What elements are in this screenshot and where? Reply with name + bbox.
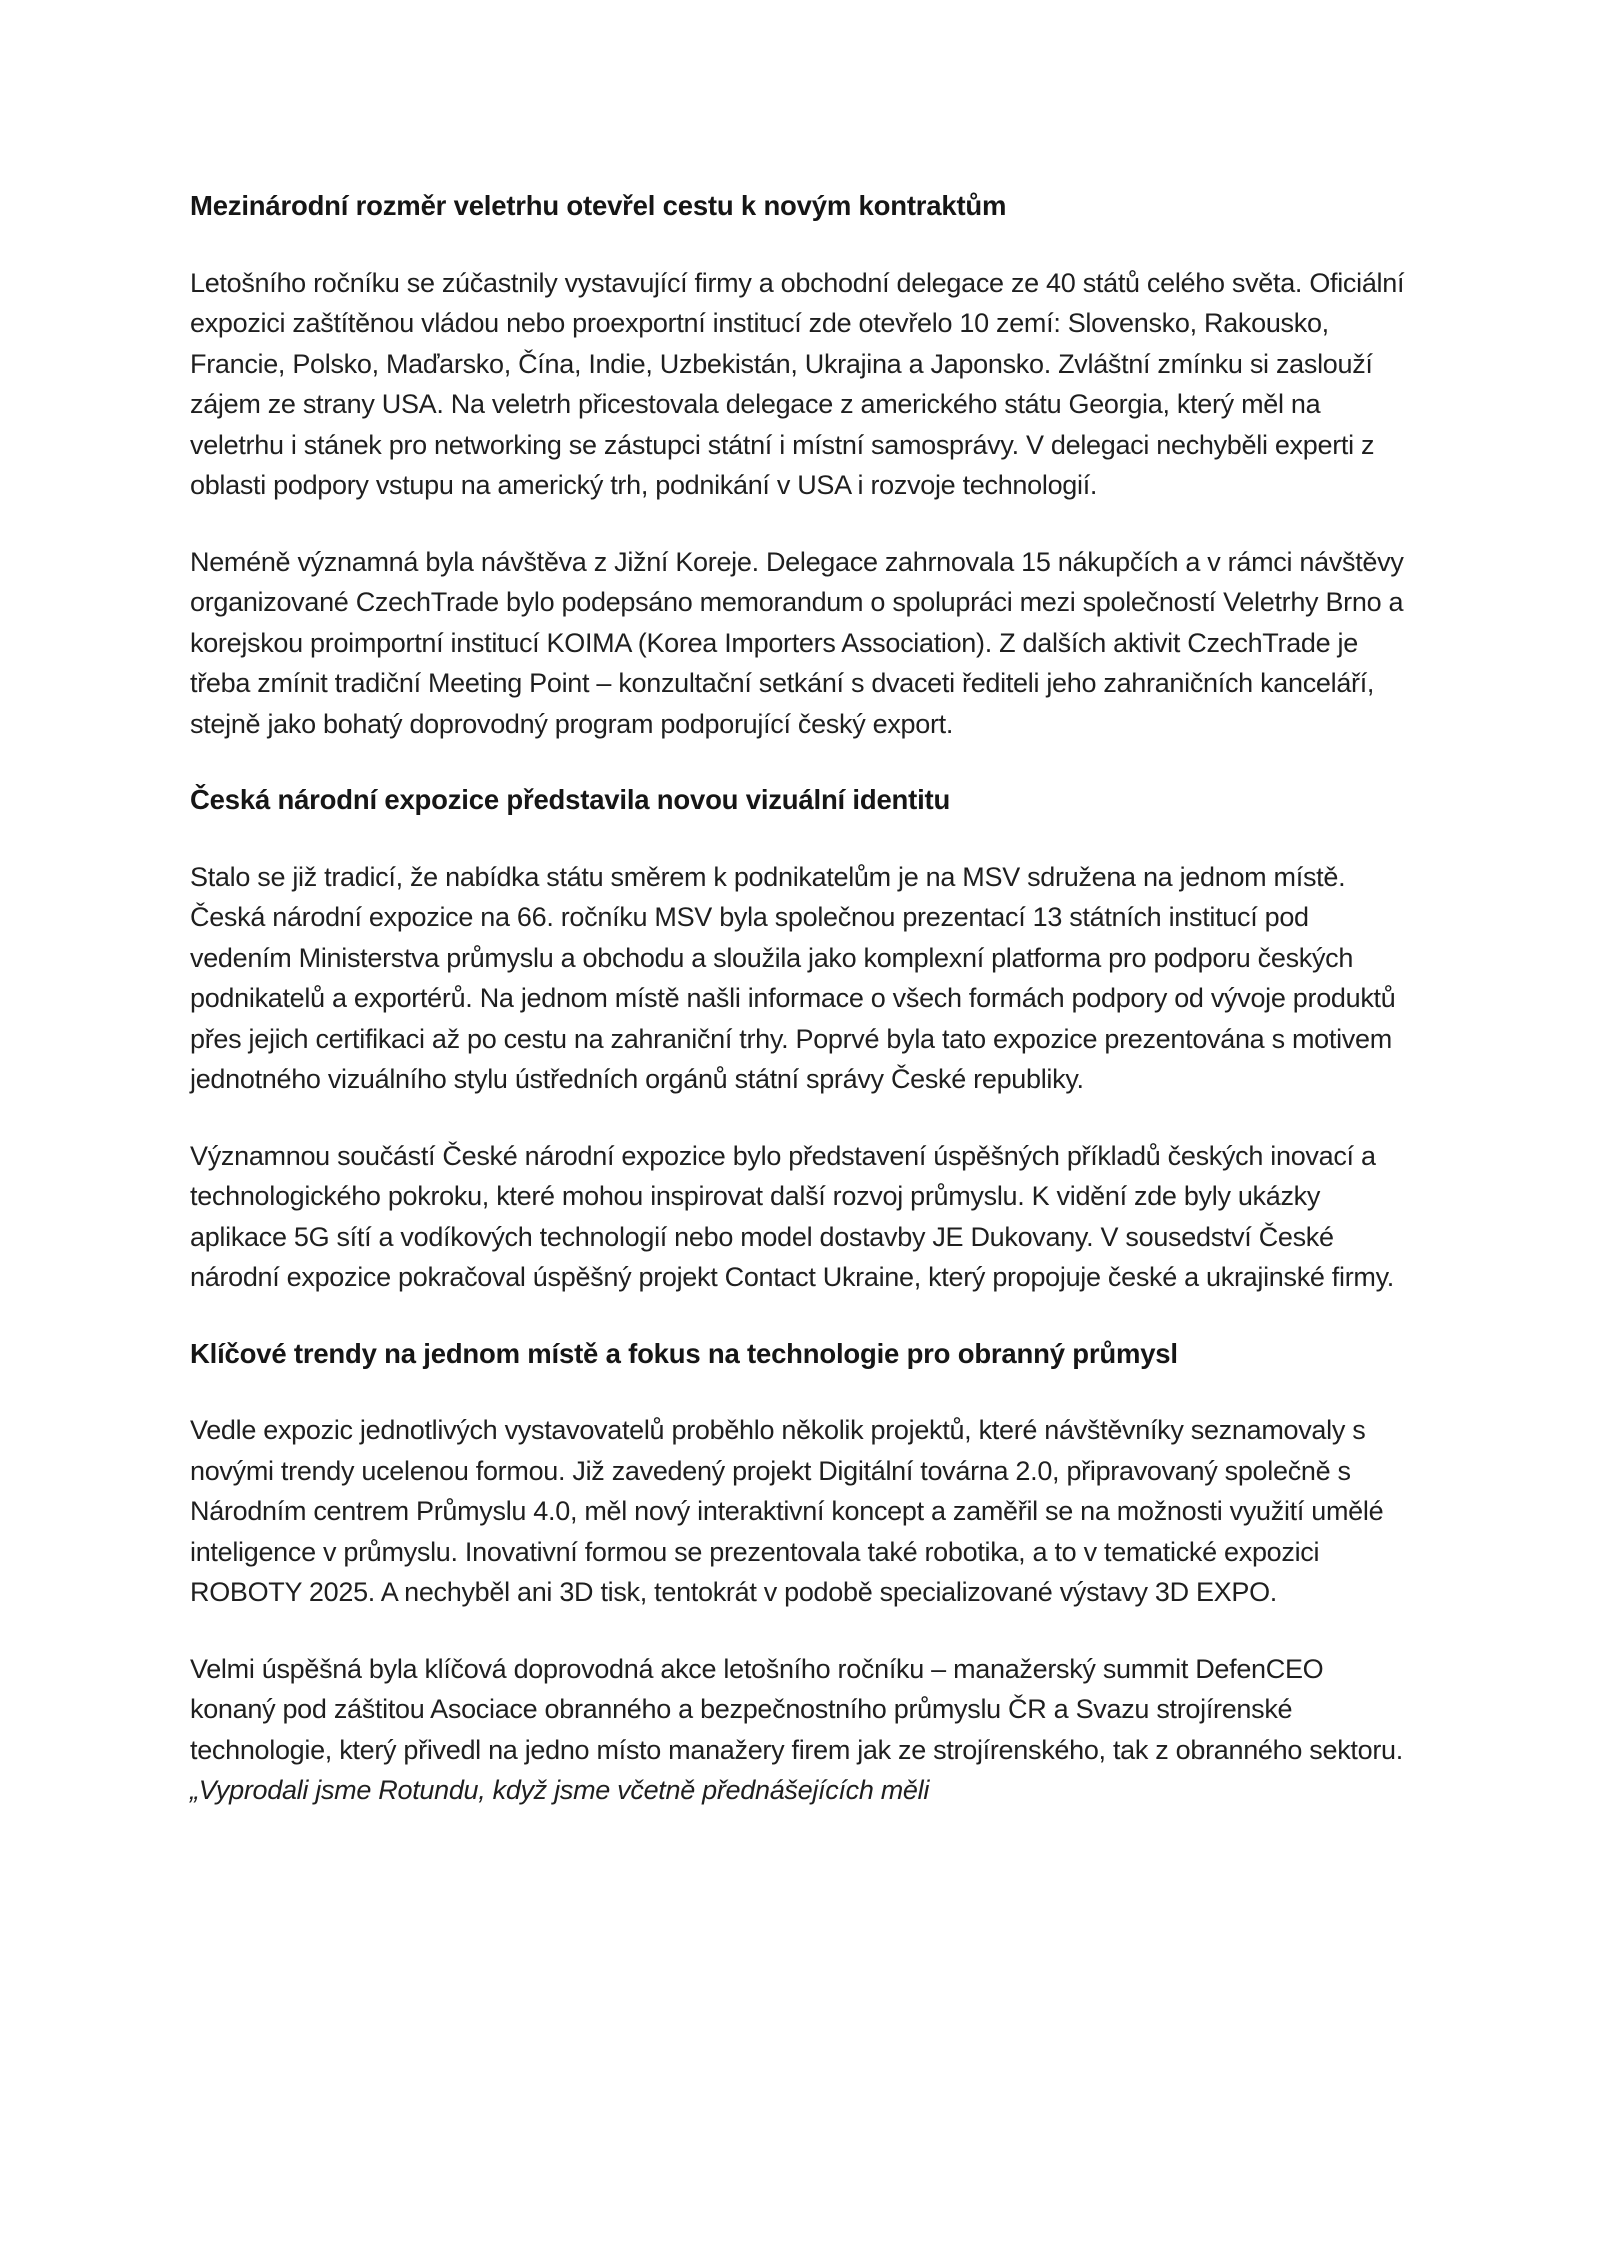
paragraph-national-expo-platform: Stalo se již tradicí, že nabídka státu směrem k podnikatelům je na MSV sdružena na jednom místě. Česká národní expozice na 66. ročníku MSV byla společnou prezentací 13 státních institucí pod vedením Ministerstva průmyslu a obchodu a sloužila jako komplexní platforma pro podporu českých podnikatelů a exportérů. Na jednom místě našli informace o všech formách podpory od vývoje produktů přes jejich certifikaci až po cestu na zahraniční trhy. Poprvé byla tato expozice prezentována s motivem jednotného vizuálního stylu ústředních orgánů státní správy České republiky.	[190, 861, 1396, 1094]
paragraph-exhibitors-delegations: Letošního ročníku se zúčastnily vystavující firmy a obchodní delegace ze 40 států celého světa. Oficiální expozici zaštítěnou vládou nebo proexportní institucí zde otevřelo 10 zemí: Slovensko, Rakousko, Francie, Polsko, Maďarsko, Čína, Indie, Uzbekistán, Ukrajina a Japonsko. Zvláštní zmínku si zaslouží zájem ze strany USA. Na veletrh přicestovala delegace z amerického státu Georgia, který měl na veletrhu i stánek pro networking se zástupci státní i místní samosprávy. V delegaci nechyběli experti z oblasti podpory vstupu na americký trh, podnikání v USA i rozvoje technologií.	[190, 267, 1405, 500]
paragraph-defenceo-quote-italic: „Vyprodali jsme Rotundu, když jsme včetně přednášejících měli	[190, 1775, 930, 1805]
heading-czech-national-expo: Česká národní expozice představila novou vizuální identitu	[190, 784, 951, 815]
paragraph-korea-czechtrade: Neméně významná byla návštěva z Jižní Koreje. Delegace zahrnovala 15 nákupčích a v rámci návštěvy organizované CzechTrade bylo podepsáno memorandum o spolupráci mezi společností Veletrhy Brno a korejskou proimportní institucí KOIMA (Korea Importers Association). Z dalších aktivit CzechTrade je třeba zmínit tradiční Meeting Point – konzultační setkání s dvaceti řediteli jeho zahraničních kanceláří, stejně jako bohatý doprovodný program podporující český export.	[190, 546, 1404, 739]
paragraph-trend-projects: Vedle expozic jednotlivých vystavovatelů proběhlo několik projektů, které návštěvníky seznamovaly s novými trendy ucelenou formou. Již zavedený projekt Digitální továrna 2.0, připravovaný společně s Národním centrem Průmyslu 4.0, měl nový interaktivní koncept a zaměřil se na možnosti využití umělé inteligence v průmyslu. Inovativní formou se prezentovala také robotika, a to v tematické expozici ROBOTY 2025. A nechyběl ani 3D tisk, tentokrát v podobě specializované výstavy 3D EXPO.	[190, 1415, 1384, 1607]
heading-international-dimension: Mezinárodní rozměr veletrhu otevřel cestu k novým kontraktům	[190, 190, 1007, 221]
heading-key-trends-defense: Klíčové trendy na jednom místě a fokus na technologie pro obranný průmysl	[190, 1337, 1178, 1369]
paragraph-innovations-contact-ukraine: Významnou součástí České národní expozice bylo představení úspěšných příkladů českých inovací a technologického pokroku, které mohou inspirovat další rozvoj průmyslu. K vidění zde byly ukázky aplikace 5G sítí a vodíkových technologií nebo model dostavby JE Dukovany. V sousedství České národní expozice pokračoval úspěšný projekt Contact Ukraine, který propojuje české a ukrajinské firmy.	[190, 1140, 1394, 1292]
paragraph-defenceo-summit	[190, 1649, 1412, 1811]
paragraph-defenceo-lead-text: Velmi úspěšná byla klíčová doprovodná akce letošního ročníku – manažerský summit DefenCEO konaný pod záštitou Asociace obranného a bezpečnostního průmyslu ČR a Svazu strojírenské technologie, který přivedl na jedno místo manažery firem jak ze strojírenského, tak z obranného sektoru.	[190, 1653, 1403, 1765]
